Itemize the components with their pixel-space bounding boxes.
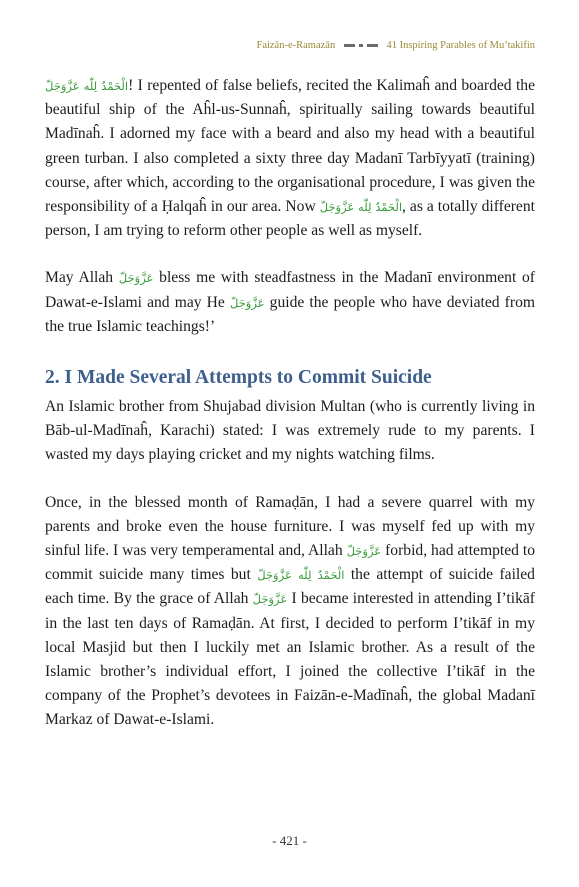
page-number: - 421 -	[272, 833, 307, 848]
header-book-title: Faizān-e-Ramazān	[256, 40, 336, 51]
arabic-honorific: عَزَّوَجَلّ	[118, 271, 154, 286]
text-run: Once, in the blessed month of Ramaḍān, I had a severe quarrel with my parents and broke even the house furniture. I was myself fed up with my sinful life. I was very temperamental and, Allah	[45, 493, 535, 560]
header-separator	[344, 40, 378, 51]
text-run: May Allah	[45, 269, 119, 287]
arabic-honorific: الْحَمْدُ لِلّٰه عَزَّوَجَلّ	[257, 568, 345, 583]
body-paragraph	[45, 395, 535, 468]
arabic-honorific: عَزَّوَجَلّ	[252, 592, 288, 607]
text-run: An Islamic brother from Shujabad division Multan (who is currently living in Bāb-ul-Madīnaĥ, Karachi) stated: I was extremely rude to my parents. I wasted my days playing cricket and my nights watching films.	[45, 398, 535, 464]
text-run: 2. I Made Several Attempts to Commit Suicide	[45, 367, 432, 389]
body-paragraph	[45, 266, 535, 339]
text-run: guide the people who have deviated from the true Islamic teachings!’	[45, 293, 535, 335]
text-run: , as a totally different person, I am trying to reform other people as well as myself.	[45, 198, 535, 240]
text-run: forbid, had attempted to commit suicide many times but	[45, 542, 535, 584]
header-chapter-title: 41 Inspiring Parables of Mu’takifin	[386, 40, 535, 51]
arabic-honorific: الْحَمْدُ لِلّٰه عَزَّوَجَلّ	[319, 200, 403, 215]
arabic-honorific: عَزَّوَجَلّ	[346, 544, 382, 559]
text-run: ! I repented of false beliefs, recited the Kalimaĥ and boarded the beautiful ship of the Aĥl-us-Sunnaĥ, spiritually sailing towards beautiful Madīnaĥ. I adorned my face with a beard and also my head with a beautiful green turban. I also completed a sixty three day Madanī Tarbīyyatī (training) course, after which, according to the organisational procedure, I was given the responsibility of a Ḥalqaĥ in our area. Now	[45, 77, 535, 216]
arabic-honorific: عَزَّوَجَلّ	[229, 295, 265, 310]
arabic-honorific: الْحَمْدُ لِلّٰه عَزَّوَجَلّ	[45, 79, 129, 93]
running-header	[44, 40, 535, 51]
body-paragraph	[45, 74, 535, 243]
body-paragraph	[45, 491, 535, 733]
text-run: bless me with steadfastness in the Madanī environment of Dawat-e-Islami and may He	[45, 269, 536, 311]
text-run: I became interested in attending I’tikāf in the last ten days of Ramaḍān. At first, I decided to perform I’tikāf in my local Masjid but then I luckily met an Islamic brother. As a result of the Islamic brother’s individual effort, I joined the collective I’tikāf in the company of the Prophet’s devotees in Faizān-e-Madīnaĥ, the global Madanī Markaz of Dawat-e-Islami.	[45, 590, 535, 729]
page-body	[45, 74, 535, 756]
section-heading	[45, 365, 535, 391]
text-run: the attempt of suicide failed each time. By the grace of Allah	[45, 566, 535, 608]
